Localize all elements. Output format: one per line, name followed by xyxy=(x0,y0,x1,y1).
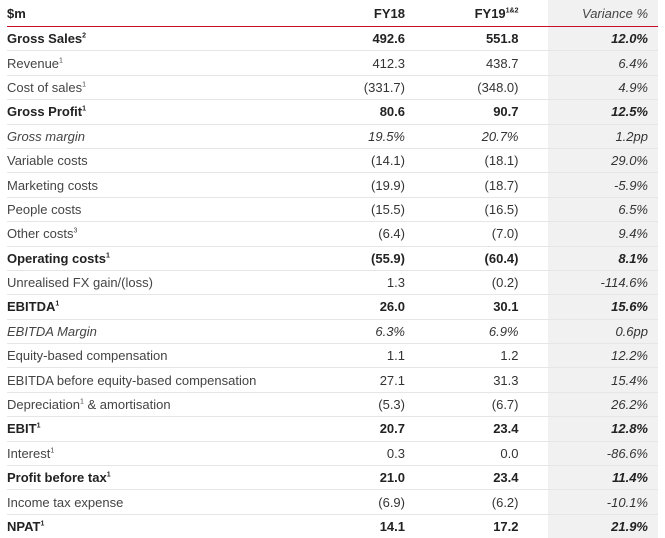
row-fy18-value: 1.3 xyxy=(337,270,407,294)
row-fy19-value: (60.4) xyxy=(407,246,547,270)
row-label xyxy=(7,222,337,246)
row-fy19-value: 31.3 xyxy=(407,368,547,392)
row-label-text: Gross Sales xyxy=(7,31,83,47)
row-label-text: Revenue xyxy=(7,55,60,71)
row-label-sup: 1 xyxy=(40,520,45,528)
row-fy19-value: 90.7 xyxy=(407,100,547,124)
row-label xyxy=(7,295,337,319)
row-label-text: Gross margin xyxy=(7,128,86,144)
row-fy18-value: 0.3 xyxy=(337,441,407,465)
row-label-sup: 1 xyxy=(105,252,110,260)
row-fy19-value: (0.2) xyxy=(407,270,547,294)
table-row xyxy=(7,75,658,99)
row-fy19-value: (7.0) xyxy=(407,222,547,246)
row-label-text: Marketing costs xyxy=(7,177,99,193)
row-variance-value: 15.6% xyxy=(547,295,658,319)
row-label-sup: 1 xyxy=(59,57,63,65)
table-row xyxy=(7,514,658,538)
row-fy18-value: 27.1 xyxy=(337,368,407,392)
row-label-sup: 2 xyxy=(82,32,87,40)
header-fy19-text: FY19 xyxy=(474,5,506,21)
row-fy18-value: (5.3) xyxy=(337,392,407,416)
row-fy18-value: 80.6 xyxy=(337,100,407,124)
row-label-text: Interest xyxy=(7,445,51,461)
row-label-text: NPAT xyxy=(7,519,41,534)
row-label-text: Variable costs xyxy=(7,153,88,169)
row-fy19-value: (6.7) xyxy=(407,392,547,416)
row-fy19-value: (18.1) xyxy=(407,148,547,172)
row-variance-value: 0.6pp xyxy=(547,319,658,343)
row-label-text: Depreciation xyxy=(7,397,80,413)
row-label xyxy=(7,270,337,294)
row-fy18-value: 492.6 xyxy=(337,27,407,51)
row-label xyxy=(7,27,337,51)
row-label-text: Profit before tax xyxy=(7,470,107,486)
row-label-text: EBITDA Margin xyxy=(7,323,97,339)
row-variance-value: 21.9% xyxy=(547,514,658,538)
header-fy19-sup: 1&2 xyxy=(505,7,519,15)
row-label-text: EBIT xyxy=(7,421,37,437)
table-row xyxy=(7,490,658,514)
row-variance-value: 12.0% xyxy=(547,27,658,51)
row-fy18-value: 26.0 xyxy=(337,295,407,319)
table-row xyxy=(7,466,658,490)
row-fy19-value: 17.2 xyxy=(407,514,547,538)
row-fy19-value: 551.8 xyxy=(407,27,547,51)
row-label xyxy=(7,514,337,538)
row-variance-value: 12.2% xyxy=(547,344,658,368)
row-label xyxy=(7,392,337,416)
row-label-sup: 1 xyxy=(50,447,55,455)
row-fy19-value: 30.1 xyxy=(407,295,547,319)
row-label xyxy=(7,197,337,221)
row-label xyxy=(7,148,337,172)
row-variance-value: 29.0% xyxy=(547,148,658,172)
row-label-text: EBITDA xyxy=(7,299,56,315)
table-row xyxy=(7,124,658,148)
row-fy19-value: 6.9% xyxy=(407,319,547,343)
row-fy19-value: 23.4 xyxy=(407,466,547,490)
row-variance-value: -86.6% xyxy=(547,441,658,465)
table-header-row xyxy=(7,0,658,27)
row-fy18-value: 14.1 xyxy=(337,514,407,538)
table-row xyxy=(7,100,658,124)
row-fy19-value: (16.5) xyxy=(407,197,547,221)
row-fy19-value: 20.7% xyxy=(407,124,547,148)
row-fy19-value: 438.7 xyxy=(407,51,547,75)
row-fy19-value: 23.4 xyxy=(407,417,547,441)
row-label-sup: 1 xyxy=(80,398,84,406)
row-variance-value: 15.4% xyxy=(547,368,658,392)
table-row xyxy=(7,148,658,172)
table-row xyxy=(7,27,658,51)
row-label-text: People costs xyxy=(7,201,82,217)
row-variance-value: 4.9% xyxy=(547,75,658,99)
row-label xyxy=(7,368,337,392)
table-row xyxy=(7,441,658,465)
row-label xyxy=(7,246,337,270)
row-fy18-value: (14.1) xyxy=(337,148,407,172)
row-label xyxy=(7,441,337,465)
row-variance-value: 6.5% xyxy=(547,197,658,221)
row-label-sup: 3 xyxy=(73,227,78,235)
row-variance-value: -5.9% xyxy=(547,173,658,197)
table-row xyxy=(7,417,658,441)
row-label-text: EBITDA before equity-based compensation xyxy=(7,372,257,388)
row-variance-value: -10.1% xyxy=(547,490,658,514)
financial-table xyxy=(7,0,658,538)
row-fy18-value: (6.9) xyxy=(337,490,407,514)
row-fy19-value: 1.2 xyxy=(407,344,547,368)
row-fy18-value: (19.9) xyxy=(337,173,407,197)
row-variance-value: 1.2pp xyxy=(547,124,658,148)
row-label-suffix: & amortisation xyxy=(83,397,171,413)
header-variance: Variance % xyxy=(547,0,658,27)
row-fy18-value: 19.5% xyxy=(337,124,407,148)
row-label xyxy=(7,417,337,441)
row-label xyxy=(7,490,337,514)
row-label-sup: 1 xyxy=(82,81,87,89)
row-label-sup: 1 xyxy=(55,301,60,309)
row-fy18-value: 1.1 xyxy=(337,344,407,368)
table-row xyxy=(7,51,658,75)
row-fy18-value: (6.4) xyxy=(337,222,407,246)
row-variance-value: 9.4% xyxy=(547,222,658,246)
table-row xyxy=(7,197,658,221)
table-row xyxy=(7,368,658,392)
row-label-text: Operating costs xyxy=(7,250,106,266)
row-label-text: Equity-based compensation xyxy=(7,348,168,364)
row-label xyxy=(7,173,337,197)
row-fy19-value: (348.0) xyxy=(407,75,547,99)
row-label xyxy=(7,51,337,75)
row-fy18-value: 412.3 xyxy=(337,51,407,75)
row-label xyxy=(7,344,337,368)
row-fy18-value: 6.3% xyxy=(337,319,407,343)
row-label-sup: 1 xyxy=(36,423,41,431)
row-fy18-value: 21.0 xyxy=(337,466,407,490)
row-fy18-value: (55.9) xyxy=(337,246,407,270)
row-label xyxy=(7,100,337,124)
row-fy18-value: (331.7) xyxy=(337,75,407,99)
row-label xyxy=(7,466,337,490)
row-fy19-value: 0.0 xyxy=(407,441,547,465)
row-label-sup: 1 xyxy=(82,106,87,114)
row-variance-value: 8.1% xyxy=(547,246,658,270)
table-row xyxy=(7,270,658,294)
row-label xyxy=(7,319,337,343)
row-variance-value: 6.4% xyxy=(547,51,658,75)
table-row xyxy=(7,173,658,197)
row-label-sup: 1 xyxy=(106,471,111,479)
row-variance-value: 26.2% xyxy=(547,392,658,416)
table-row xyxy=(7,246,658,270)
header-fy19 xyxy=(407,0,547,27)
row-variance-value: 11.4% xyxy=(547,466,658,490)
table-row xyxy=(7,319,658,343)
row-label xyxy=(7,124,337,148)
row-label xyxy=(7,75,337,99)
row-label-text: Cost of sales xyxy=(7,79,83,95)
row-label-text: Gross Profit xyxy=(7,104,83,120)
table-row xyxy=(7,392,658,416)
table-row xyxy=(7,295,658,319)
row-label-text: Unrealised FX gain/(loss) xyxy=(7,275,153,291)
row-fy18-value: (15.5) xyxy=(337,197,407,221)
header-fy18: FY18 xyxy=(337,0,407,27)
table-row xyxy=(7,222,658,246)
row-variance-value: -114.6% xyxy=(547,270,658,294)
row-fy18-value: 20.7 xyxy=(337,417,407,441)
row-variance-value: 12.8% xyxy=(547,417,658,441)
table-row xyxy=(7,344,658,368)
row-fy19-value: (6.2) xyxy=(407,490,547,514)
header-label: $m xyxy=(7,0,337,27)
row-fy19-value: (18.7) xyxy=(407,173,547,197)
row-label-text: Income tax expense xyxy=(7,494,124,510)
row-variance-value: 12.5% xyxy=(547,100,658,124)
row-label-text: Other costs xyxy=(7,226,74,242)
